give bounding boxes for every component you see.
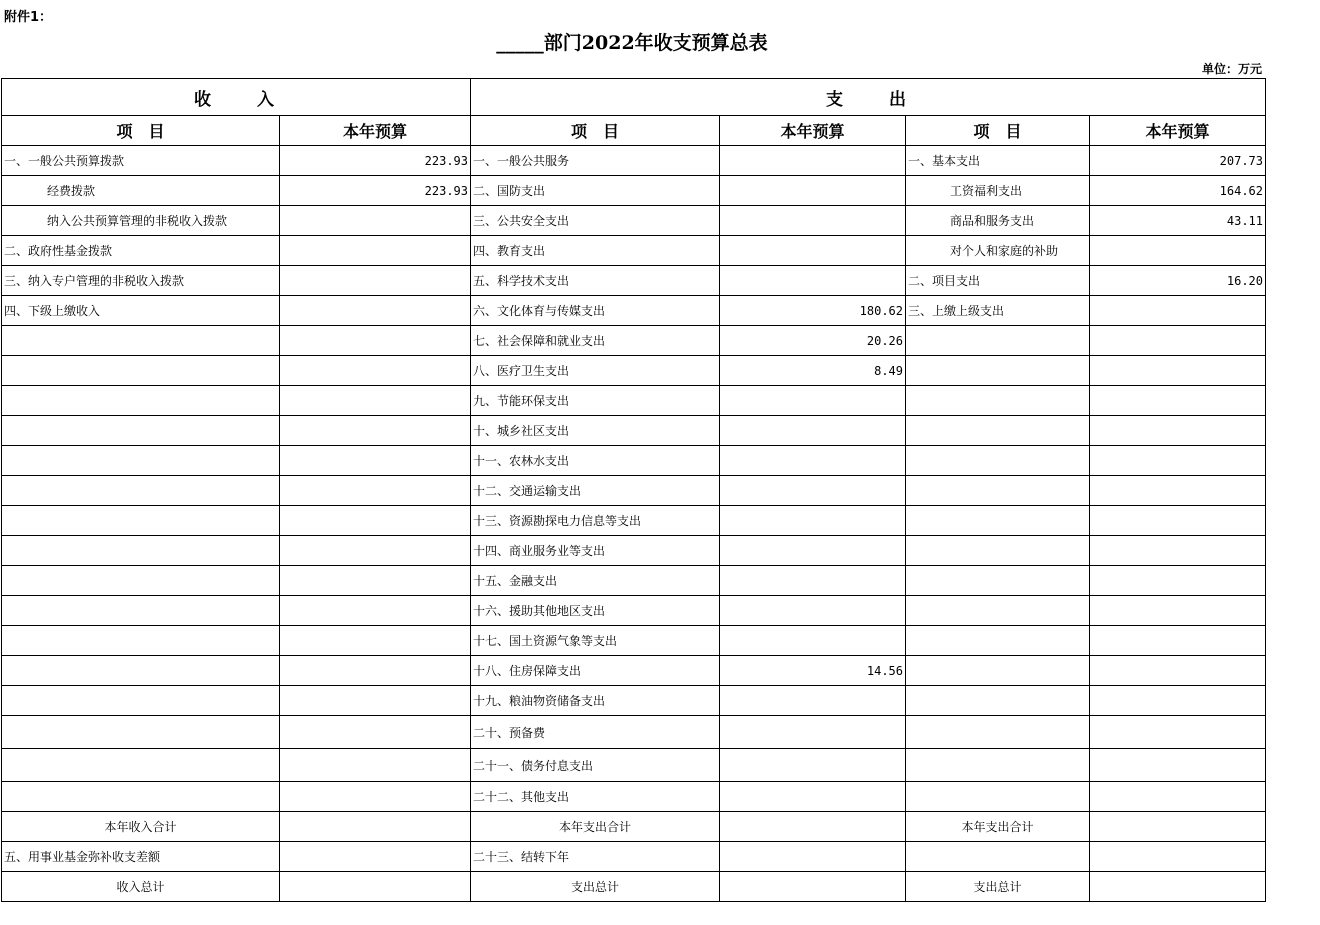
expense-section-header: 支 出 <box>471 79 1266 116</box>
expense-econ-item-cell <box>906 626 1090 656</box>
income-item-cell: 一、一般公共预算拨款 <box>2 146 280 176</box>
expense-func-budget-cell <box>720 236 906 266</box>
expense-func-budget-cell <box>720 872 906 902</box>
expense-econ-item-cell <box>906 386 1090 416</box>
table-row <box>2 872 1266 902</box>
income-item-cell <box>2 596 280 626</box>
income-budget-cell <box>280 842 471 872</box>
income-item-cell <box>2 749 280 782</box>
expense-econ-budget-cell <box>1090 356 1266 386</box>
income-item-cell <box>2 356 280 386</box>
expense-econ-item-cell <box>906 506 1090 536</box>
income-item-cell: 二、政府性基金拨款 <box>2 236 280 266</box>
expense-func-item-cell: 二十二、其他支出 <box>471 782 720 812</box>
income-item-cell <box>2 656 280 686</box>
expense-func-budget-cell <box>720 446 906 476</box>
expense-func-budget-cell: 14.56 <box>720 656 906 686</box>
expense-func-budget-cell: 180.62 <box>720 296 906 326</box>
expense-func-budget-cell <box>720 146 906 176</box>
expense-func-item-cell: 六、文化体育与传媒支出 <box>471 296 720 326</box>
expense-econ-item-cell <box>906 656 1090 686</box>
expense-func-item-cell: 一、一般公共服务 <box>471 146 720 176</box>
income-item-cell <box>2 686 280 716</box>
income-item-cell <box>2 446 280 476</box>
income-item-cell: 三、纳入专户管理的非税收入拨款 <box>2 266 280 296</box>
income-item-cell: 本年收入合计 <box>2 812 280 842</box>
expense-econ-budget-cell: 164.62 <box>1090 176 1266 206</box>
expense-func-item-cell: 二十、预备费 <box>471 716 720 749</box>
expense-econ-budget-cell <box>1090 386 1266 416</box>
expense-econ-budget-cell <box>1090 782 1266 812</box>
income-item-cell <box>2 416 280 446</box>
expense-func-item-cell: 十、城乡社区支出 <box>471 416 720 446</box>
income-budget-cell <box>280 686 471 716</box>
income-budget-cell <box>280 266 471 296</box>
expense-econ-budget-cell <box>1090 296 1266 326</box>
expense-econ-item-cell: 商品和服务支出 <box>906 206 1090 236</box>
table-row <box>2 536 1266 566</box>
expense-econ-budget-cell <box>1090 686 1266 716</box>
expense-econ-item-cell <box>906 356 1090 386</box>
expense-func-budget-cell <box>720 716 906 749</box>
income-budget-cell <box>280 206 471 236</box>
expense-econ-budget-cell <box>1090 506 1266 536</box>
expense-econ-item-cell: 二、项目支出 <box>906 266 1090 296</box>
income-budget-cell <box>280 656 471 686</box>
expense-func-item-cell: 八、医疗卫生支出 <box>471 356 720 386</box>
income-budget-cell <box>280 386 471 416</box>
expense-econ-budget-cell <box>1090 416 1266 446</box>
table-row <box>2 446 1266 476</box>
expense-func-budget-cell <box>720 476 906 506</box>
expense-func-budget-cell <box>720 686 906 716</box>
expense-econ-budget-cell <box>1090 626 1266 656</box>
expense-func-budget-cell <box>720 566 906 596</box>
expense-func-item-cell: 十五、金融支出 <box>471 566 720 596</box>
expense-func-budget-cell <box>720 626 906 656</box>
income-item-cell <box>2 476 280 506</box>
income-budget-cell <box>280 356 471 386</box>
income-item-cell: 四、下级上缴收入 <box>2 296 280 326</box>
expense-func-item-cell: 十九、粮油物资储备支出 <box>471 686 720 716</box>
income-item-cell: 收入总计 <box>2 872 280 902</box>
table-row <box>2 146 1266 176</box>
income-item-cell <box>2 566 280 596</box>
expense-func-item-cell: 五、科学技术支出 <box>471 266 720 296</box>
expense-econ-item-cell <box>906 446 1090 476</box>
column-header-row <box>2 116 1266 146</box>
table-row <box>2 656 1266 686</box>
table-row <box>2 266 1266 296</box>
table-row <box>2 596 1266 626</box>
table-row <box>2 176 1266 206</box>
table-row <box>2 236 1266 266</box>
income-budget-cell <box>280 782 471 812</box>
income-item-cell: 五、用事业基金弥补收支差额 <box>2 842 280 872</box>
expense-econ-item-cell: 一、基本支出 <box>906 146 1090 176</box>
expense-func-budget-cell: 20.26 <box>720 326 906 356</box>
expense-func-item-cell: 十一、农林水支出 <box>471 446 720 476</box>
expense-func-item-cell: 十六、援助其他地区支出 <box>471 596 720 626</box>
expense-econ-item-cell <box>906 536 1090 566</box>
expense-econ-budget-cell <box>1090 566 1266 596</box>
table-row <box>2 566 1266 596</box>
expense-econ-item-cell <box>906 716 1090 749</box>
expense-econ-item-cell <box>906 326 1090 356</box>
table-row <box>2 716 1266 749</box>
expense-func-item-cell: 十七、国土资源气象等支出 <box>471 626 720 656</box>
income-budget-cell <box>280 596 471 626</box>
table-row <box>2 326 1266 356</box>
expense-econ-budget-cell: 43.11 <box>1090 206 1266 236</box>
income-section-header: 收 入 <box>2 79 471 116</box>
expense-func-item-cell: 本年支出合计 <box>471 812 720 842</box>
expense-func-item-cell: 支出总计 <box>471 872 720 902</box>
table-row <box>2 356 1266 386</box>
table-row <box>2 386 1266 416</box>
table-row <box>2 476 1266 506</box>
expense-econ-item-cell: 支出总计 <box>906 872 1090 902</box>
expense-econ-item-cell: 本年支出合计 <box>906 812 1090 842</box>
table-row <box>2 686 1266 716</box>
income-item-cell <box>2 536 280 566</box>
income-budget-cell <box>280 716 471 749</box>
expense-func-item-cell: 二十三、结转下年 <box>471 842 720 872</box>
expense-econ-item-header: 项 目 <box>906 116 1090 146</box>
expense-func-budget-cell <box>720 812 906 842</box>
income-budget-cell <box>280 536 471 566</box>
expense-func-item-cell: 十三、资源勘探电力信息等支出 <box>471 506 720 536</box>
income-item-cell <box>2 716 280 749</box>
unit-label: 单位：万元 <box>1201 62 1262 76</box>
expense-econ-item-cell <box>906 782 1090 812</box>
expense-func-item-cell: 二、国防支出 <box>471 176 720 206</box>
income-budget-cell: 223.93 <box>280 176 471 206</box>
budget-table-body <box>2 79 1266 902</box>
table-row <box>2 296 1266 326</box>
expense-econ-budget-cell <box>1090 812 1266 842</box>
income-item-header: 项 目 <box>2 116 280 146</box>
expense-econ-budget-cell <box>1090 596 1266 626</box>
expense-func-budget-cell <box>720 782 906 812</box>
expense-econ-budget-cell: 207.73 <box>1090 146 1266 176</box>
expense-func-item-cell: 十八、住房保障支出 <box>471 656 720 686</box>
expense-econ-item-cell: 三、上缴上级支出 <box>906 296 1090 326</box>
expense-econ-item-cell <box>906 749 1090 782</box>
expense-func-item-cell: 三、公共安全支出 <box>471 206 720 236</box>
expense-func-item-header: 项 目 <box>471 116 720 146</box>
expense-func-budget-cell <box>720 386 906 416</box>
expense-econ-item-cell <box>906 686 1090 716</box>
expense-func-budget-cell <box>720 176 906 206</box>
income-item-cell <box>2 386 280 416</box>
income-budget-cell <box>280 812 471 842</box>
expense-func-budget-cell: 8.49 <box>720 356 906 386</box>
expense-econ-budget-cell <box>1090 716 1266 749</box>
expense-func-item-cell: 七、社会保障和就业支出 <box>471 326 720 356</box>
income-budget-cell <box>280 236 471 266</box>
income-budget-cell <box>280 326 471 356</box>
expense-func-budget-cell <box>720 416 906 446</box>
expense-func-budget-header: 本年预算 <box>720 116 906 146</box>
expense-func-item-cell: 二十一、债务付息支出 <box>471 749 720 782</box>
income-budget-header: 本年预算 <box>280 116 471 146</box>
budget-table <box>1 78 1266 902</box>
expense-econ-budget-cell <box>1090 842 1266 872</box>
income-budget-cell: 223.93 <box>280 146 471 176</box>
expense-func-item-cell: 十四、商业服务业等支出 <box>471 536 720 566</box>
expense-econ-budget-cell <box>1090 476 1266 506</box>
expense-func-item-cell: 九、节能环保支出 <box>471 386 720 416</box>
expense-func-budget-cell <box>720 206 906 236</box>
expense-func-budget-cell <box>720 506 906 536</box>
income-budget-cell <box>280 566 471 596</box>
expense-func-budget-cell <box>720 596 906 626</box>
table-row <box>2 506 1266 536</box>
section-header-row <box>2 79 1266 116</box>
income-item-cell <box>2 506 280 536</box>
table-row <box>2 416 1266 446</box>
income-budget-cell <box>280 626 471 656</box>
expense-econ-budget-cell: 16.20 <box>1090 266 1266 296</box>
expense-func-budget-cell <box>720 749 906 782</box>
expense-func-budget-cell <box>720 536 906 566</box>
expense-func-budget-cell <box>720 266 906 296</box>
expense-econ-item-cell: 工资福利支出 <box>906 176 1090 206</box>
expense-econ-budget-cell <box>1090 536 1266 566</box>
expense-econ-item-cell <box>906 476 1090 506</box>
expense-econ-budget-cell <box>1090 872 1266 902</box>
income-budget-cell <box>280 872 471 902</box>
expense-econ-budget-header: 本年预算 <box>1090 116 1266 146</box>
page-title: _____部门2022年收支预算总表 <box>496 32 768 54</box>
expense-econ-budget-cell <box>1090 446 1266 476</box>
income-budget-cell <box>280 476 471 506</box>
income-item-cell: 经费拨款 <box>2 176 280 206</box>
expense-econ-item-cell <box>906 596 1090 626</box>
expense-func-item-cell: 十二、交通运输支出 <box>471 476 720 506</box>
table-row <box>2 749 1266 782</box>
expense-econ-item-cell: 对个人和家庭的补助 <box>906 236 1090 266</box>
table-row <box>2 782 1266 812</box>
income-budget-cell <box>280 446 471 476</box>
table-row <box>2 812 1266 842</box>
income-item-cell <box>2 326 280 356</box>
income-budget-cell <box>280 749 471 782</box>
expense-econ-item-cell <box>906 566 1090 596</box>
income-budget-cell <box>280 506 471 536</box>
expense-econ-budget-cell <box>1090 236 1266 266</box>
table-row <box>2 842 1266 872</box>
expense-econ-budget-cell <box>1090 749 1266 782</box>
income-item-cell <box>2 626 280 656</box>
income-budget-cell <box>280 296 471 326</box>
income-item-cell: 纳入公共预算管理的非税收入拨款 <box>2 206 280 236</box>
expense-econ-item-cell <box>906 416 1090 446</box>
attachment-label: 附件1： <box>4 10 53 25</box>
expense-econ-item-cell <box>906 842 1090 872</box>
income-item-cell <box>2 782 280 812</box>
expense-func-budget-cell <box>720 842 906 872</box>
table-row <box>2 626 1266 656</box>
expense-econ-budget-cell <box>1090 656 1266 686</box>
income-budget-cell <box>280 416 471 446</box>
expense-func-item-cell: 四、教育支出 <box>471 236 720 266</box>
expense-econ-budget-cell <box>1090 326 1266 356</box>
table-row <box>2 206 1266 236</box>
